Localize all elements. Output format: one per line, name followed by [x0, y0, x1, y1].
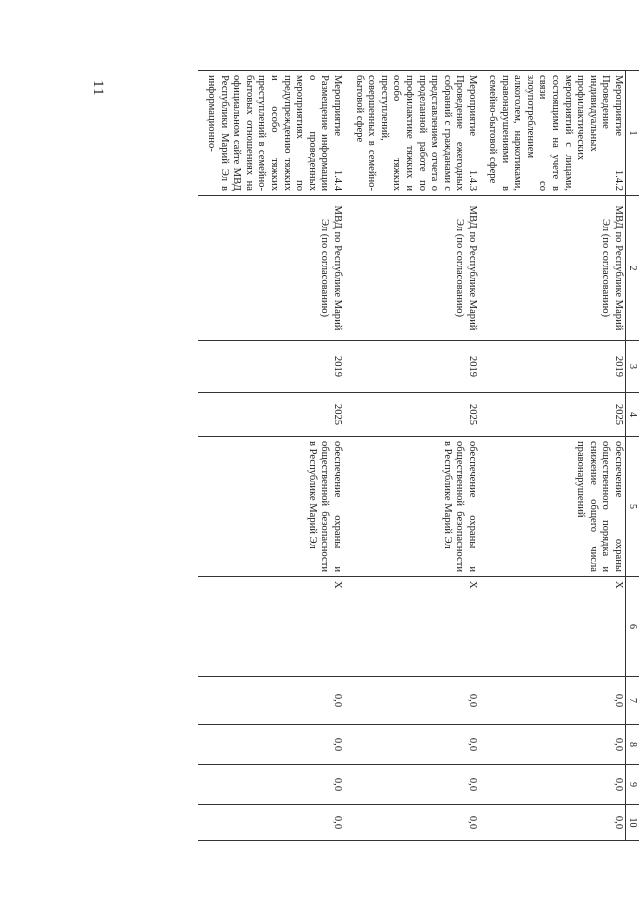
- measures-table: [198, 70, 639, 841]
- measure-cell: [198, 71, 344, 196]
- result-cell: обеспечение охраны общественного порядка и снижение общего числа правонарушений: [479, 437, 626, 577]
- source-cell: Х: [479, 577, 626, 677]
- amount-cell-10: 0,0: [344, 805, 479, 841]
- amount-cell-7: 0,0: [479, 677, 626, 725]
- measure-head: Мероприятие: [467, 75, 478, 137]
- amount-cell-9: 0,0: [479, 765, 626, 805]
- amount-cell-7: 0,0: [198, 677, 344, 725]
- table-row: [344, 71, 479, 841]
- amount-cell-8: 0,0: [198, 725, 344, 765]
- measure-number: 1.4.4: [332, 169, 343, 191]
- measure-number: 1.4.2: [613, 169, 624, 191]
- executor-cell: МВД по Республике Марий Эл (по согласованию): [198, 196, 344, 341]
- measure-cell: [344, 71, 479, 196]
- amount-cell-8: 0,0: [479, 725, 626, 765]
- end-year-cell: 2025: [198, 393, 344, 437]
- measure-text: Проведение ежегодных собраний с гражданами с представлением отчета о проделанной работе по профилактике тяжких и особо тяжких преступлений, совершенных в семейно-бытовой сфере: [353, 75, 466, 191]
- col-header-10: 10: [626, 805, 639, 841]
- rotated-page: [140, 70, 639, 840]
- col-header-6: 6: [626, 577, 639, 677]
- start-year-cell: 2019: [198, 341, 344, 393]
- end-year-cell: 2025: [479, 393, 626, 437]
- amount-cell-10: 0,0: [198, 805, 344, 841]
- page-number: 11: [90, 80, 106, 97]
- amount-cell-10: 0,0: [479, 805, 626, 841]
- result-cell: обеспечение охраны и общественной безопасности в Республике Марий Эл: [344, 437, 479, 577]
- measure-text: Размещение информации о проведенных мероприятиях по предупреждению тяжких и особо тяжких преступлений в семейно-бытовых отношениях на официальном сайте МВД Республики Марий Эл в информационно-: [206, 75, 331, 191]
- measure-number: 1.4.3: [467, 169, 478, 191]
- source-cell: Х: [344, 577, 479, 677]
- start-year-cell: 2019: [479, 341, 626, 393]
- table-row: [479, 71, 626, 841]
- col-header-7: 7: [626, 677, 639, 725]
- col-header-5: 5: [626, 437, 639, 577]
- amount-cell-9: 0,0: [344, 765, 479, 805]
- measure-text: Проведение индивидуальных профилактических мероприятий с лицами, состоящими на учете в связи со злоупотреблением алкоголем, наркотиками, правонарушениями в семейно-бытовой сфере: [487, 75, 612, 191]
- col-header-4: 4: [626, 393, 639, 437]
- table-row: [198, 71, 344, 841]
- col-header-9: 9: [626, 765, 639, 805]
- header-row: [626, 71, 639, 841]
- col-header-1: 1: [626, 71, 639, 196]
- amount-cell-7: 0,0: [344, 677, 479, 725]
- executor-cell: МВД по Республике Марий Эл (по согласованию): [344, 196, 479, 341]
- start-year-cell: 2019: [344, 341, 479, 393]
- col-header-8: 8: [626, 725, 639, 765]
- measure-head: Мероприятие: [332, 75, 343, 137]
- amount-cell-8: 0,0: [344, 725, 479, 765]
- end-year-cell: 2025: [344, 393, 479, 437]
- col-header-2: 2: [626, 196, 639, 341]
- source-cell: Х: [198, 577, 344, 677]
- amount-cell-9: 0,0: [198, 765, 344, 805]
- executor-cell: МВД по Республике Марий Эл (по согласованию): [479, 196, 626, 341]
- col-header-3: 3: [626, 341, 639, 393]
- result-cell: обеспечение охраны и общественной безопасности в Республике Марий Эл: [198, 437, 344, 577]
- measure-cell: [479, 71, 626, 196]
- measure-head: Мероприятие: [613, 75, 624, 137]
